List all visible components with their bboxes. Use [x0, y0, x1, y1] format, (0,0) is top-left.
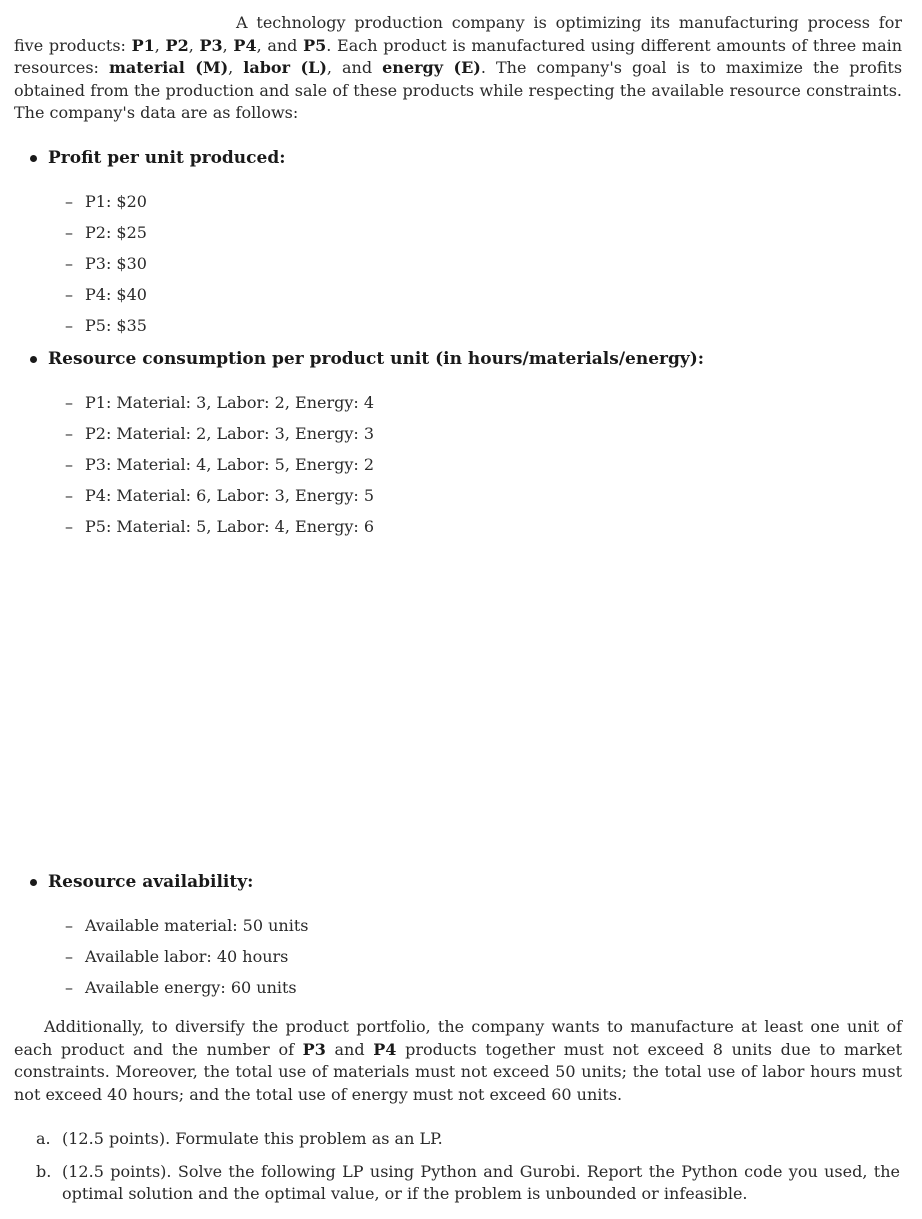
question-b — [36, 1161, 900, 1206]
resource-list — [30, 387, 704, 542]
dash-icon: – — [65, 455, 73, 474]
dash-icon: – — [65, 916, 73, 935]
availability-list — [30, 910, 309, 1003]
additional-paragraph: Additionally, to diversify the product portfolio, the company wants to manufacture at least one unit of each product and the number of P3 and P4 products together must not exceed 8 units due to market constraints. Moreover, the total use of materials must not exceed 50 units; the total use of labor hours must not exceed 40 hours; and the total use of energy must not exceed 60 units. — [14, 1017, 902, 1104]
bullet-icon — [30, 155, 37, 162]
resource-labor: labor (L) — [243, 58, 327, 77]
availability-section — [30, 872, 309, 1003]
resource-material: material (M) — [108, 58, 229, 77]
intro-text-2: . Each product is manufactured using different amounts of three main resources: — [14, 35, 903, 77]
question-a — [36, 1128, 900, 1151]
additional-text-1: Additionally, to diversify the product portfolio, the company wants to manufacture at least one unit of each product and the number of — [14, 1017, 902, 1059]
list-item: – P4: Material: 6, Labor: 3, Energy: 5 — [85, 480, 704, 511]
product-p1: P1 — [131, 35, 155, 55]
dash-icon: – — [65, 316, 73, 335]
dash-icon: – — [65, 486, 73, 505]
list-item: – P2: $25 — [85, 217, 286, 248]
resource-section — [30, 349, 704, 542]
list-item: – P1: $20 — [85, 186, 286, 217]
profit-list — [30, 186, 286, 341]
list-item: – P1: Material: 3, Labor: 2, Energy: 4 — [85, 387, 704, 418]
intro-text-1: A technology production company is optimizing its manufacturing process for five products: — [14, 13, 902, 55]
dash-icon: – — [65, 517, 73, 536]
resource-heading: Resource consumption per product unit (in hours/materials/energy): — [48, 349, 705, 369]
list-item: – Available material: 50 units — [85, 910, 309, 941]
dash-icon: – — [65, 223, 73, 242]
list-item: – P3: Material: 4, Labor: 5, Energy: 2 — [85, 449, 704, 480]
product-p4: P4 — [233, 35, 257, 55]
bullet-icon — [30, 356, 37, 363]
intro-text-3: . The company's goal is to maximize the profits obtained from the production and sale of these products while respecting the available resource constraints. The company's data are as follows: — [14, 58, 903, 122]
dash-icon: – — [65, 978, 73, 997]
list-item: – P3: $30 — [85, 248, 286, 279]
dash-icon: – — [65, 424, 73, 443]
dash-icon: – — [65, 393, 73, 412]
resource-energy: energy (E) — [382, 58, 481, 77]
intro-paragraph: A technology production company is optimizing its manufacturing process for five products: P1, P2, P3, P4, and P5. Each product is manufactured using different amounts of three main resources: material (M), labor (L), and energy (E). The company's goal is to maximize the profits obtained from the production and sale of these products while respecting the available resource constraints. The company's data are as follows: — [14, 13, 903, 122]
question-text: (12.5 points). Solve the following LP using Python and Gurobi. Report the Python code you used, the optimal solution and the optimal value, or if the problem is unbounded or infeasible. — [62, 1161, 900, 1203]
product-p5: P5 — [303, 35, 327, 55]
profit-heading: Profit per unit produced: — [48, 148, 286, 168]
list-item: – Available energy: 60 units — [85, 972, 309, 1003]
dash-icon: – — [65, 254, 73, 273]
question-label: b. — [36, 1161, 52, 1181]
product-p4: P4 — [373, 1039, 397, 1059]
product-p2: P2 — [165, 35, 189, 55]
question-list — [36, 1128, 900, 1216]
product-p3: P3 — [199, 35, 223, 55]
list-item: – P5: Material: 5, Labor: 4, Energy: 6 — [85, 511, 704, 542]
additional-text-2: products together must not exceed 8 units due to market constraints. Moreover, the total use of materials must not exceed 50 units; the total use of labor hours must not exceed 40 hours; and the total use of energy must not exceed 60 units. — [14, 1039, 902, 1104]
list-item: – P4: $40 — [85, 279, 286, 310]
availability-heading: Resource availability: — [48, 872, 254, 892]
profit-section — [30, 148, 286, 341]
list-item: – Available labor: 40 hours — [85, 941, 309, 972]
question-text: (12.5 points). Formulate this problem as an LP. — [62, 1129, 443, 1148]
list-item: – P5: $35 — [85, 310, 286, 341]
question-label: a. — [36, 1129, 51, 1148]
dash-icon: – — [65, 285, 73, 304]
bullet-icon — [30, 879, 37, 886]
dash-icon: – — [65, 947, 73, 966]
dash-icon: – — [65, 192, 73, 211]
list-item: – P2: Material: 2, Labor: 3, Energy: 3 — [85, 418, 704, 449]
product-p3: P3 — [302, 1039, 326, 1059]
